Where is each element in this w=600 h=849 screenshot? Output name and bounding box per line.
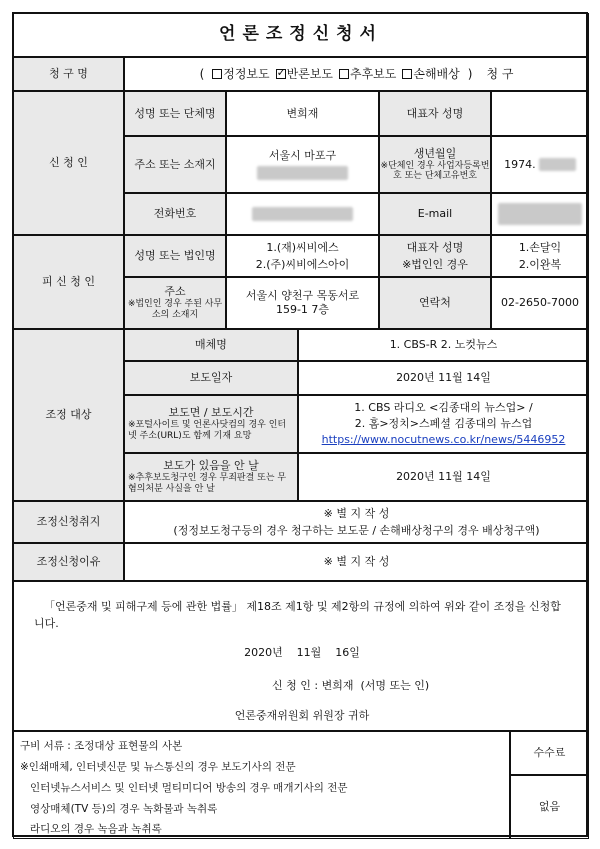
target-known-label: 보도가 있음을 안 날 <box>163 459 259 473</box>
target-page-value-1: 1. CBS 라디오 <김종대의 뉴스업> / <box>354 401 533 415</box>
mediation-form <box>12 12 588 837</box>
applicant-address-value: 서울시 마포구 <box>268 149 337 163</box>
target-section-label: 조정 대상 <box>13 329 124 501</box>
target-date-label: 보도일자 <box>124 361 298 395</box>
respondent-contact-value: 02-2650-7000 <box>491 277 589 329</box>
applicant-email-label: E-mail <box>379 193 491 235</box>
checkbox-checked-icon[interactable] <box>276 69 286 79</box>
claim-option-rebuttal[interactable]: ✓ 반론보도 <box>276 67 333 82</box>
respondent-address-value: 서울시 양천구 목동서로 159-1 7층 <box>226 277 379 329</box>
claim-close-paren: ) <box>467 66 473 81</box>
target-known-label-cell <box>124 453 298 501</box>
checkbox-icon[interactable] <box>402 69 412 79</box>
fee-value: 없음 <box>510 775 589 839</box>
declaration-block <box>13 581 589 731</box>
respondent-address-label-cell <box>124 277 226 329</box>
target-page-url-link[interactable]: https://www.nocutnews.co.kr/news/5446952 <box>321 432 566 446</box>
respondent-rep-value-2: 2.이완복 <box>518 257 562 271</box>
target-page-label-cell <box>124 395 298 453</box>
applicant-name-value: 변희재 <box>226 91 379 136</box>
declaration-signer: 신 청 인 : 변희재 (서명 또는 인) <box>272 679 430 692</box>
required-documents-line-5: 라디오의 경우 녹음과 녹취록 <box>30 823 162 835</box>
target-page-cell <box>298 395 589 453</box>
applicant-address-redacted <box>257 166 349 180</box>
respondent-rep-cell <box>491 235 589 277</box>
respondent-address-note: ※법인인 경우 주된 사무소의 소재지 <box>127 299 223 320</box>
applicant-birth-cell <box>491 136 589 193</box>
applicant-rep-label: 대표자 성명 <box>379 91 491 136</box>
target-media-label: 매체명 <box>124 329 298 361</box>
claim-options <box>124 57 589 91</box>
respondent-rep-label: 대표자 성명 <box>406 240 464 254</box>
applicant-address-label: 주소 또는 소재지 <box>124 136 226 193</box>
purpose-value: ※ 별 지 작 성 <box>323 506 390 520</box>
required-documents-line-1: 구비 서류 : 조정대상 표현물의 사본 <box>20 740 183 752</box>
target-known-value: 2020년 11월 14일 <box>298 453 589 501</box>
target-known-note: ※추후보도청구인 경우 무죄판결 또는 무혐의처분 사실을 안 날 <box>128 473 287 494</box>
respondent-rep-value-1: 1.손달익 <box>518 240 562 254</box>
target-page-note: ※포털사이트 및 언론사닷컴의 경우 인터넷 주소(URL)도 함께 기재 요망 <box>128 420 287 441</box>
respondent-name-label: 성명 또는 법인명 <box>124 235 226 277</box>
respondent-contact-label: 연락처 <box>379 277 491 329</box>
respondent-name-cell <box>226 235 379 277</box>
fee-label: 수수료 <box>510 731 589 775</box>
applicant-address-cell <box>226 136 379 193</box>
applicant-birth-label: 생년월일 <box>413 146 457 160</box>
claim-option-correction[interactable]: 정정보도 <box>212 67 269 82</box>
required-documents-line-3: 인터넷뉴스서비스 및 인터넷 멀티미디어 방송의 경우 매개기사의 전문 <box>30 782 348 794</box>
target-page-label: 보도면 / 보도시간 <box>168 406 254 420</box>
applicant-birth-note: ※단체인 경우 사업자등록번호 또는 단체고유번호 <box>380 160 490 182</box>
reason-label: 조정신청이유 <box>13 543 124 581</box>
claim-suffix: 청 구 <box>486 66 514 81</box>
checkbox-icon[interactable] <box>212 69 222 79</box>
checkbox-icon[interactable] <box>339 69 349 79</box>
applicant-phone-cell <box>226 193 379 235</box>
respondent-name-value-1: 1.(재)씨비에스 <box>266 240 339 254</box>
required-documents <box>13 731 510 839</box>
purpose-label: 조정신청취지 <box>13 501 124 543</box>
respondent-address-label: 주소 <box>164 285 186 299</box>
target-date-value: 2020년 11월 14일 <box>298 361 589 395</box>
declaration-recipient: 언론중재위원회 위원장 귀하 <box>234 709 370 722</box>
reason-value: ※ 별 지 작 성 <box>124 543 589 581</box>
applicant-email-redacted <box>498 203 582 225</box>
form-title: 언론조정신청서 <box>13 13 589 57</box>
respondent-rep-label-cell <box>379 235 491 277</box>
target-page-value-2: 2. 홈>정치>스페셜 김종대의 뉴스업 <box>354 417 533 431</box>
claim-label: 청 구 명 <box>13 57 124 91</box>
applicant-email-cell <box>491 193 589 235</box>
declaration-text: 「언론중재 및 피해구제 등에 관한 법률」 제18조 제1항 및 제2항의 규정에 의하여 위와 같이 조정을 신청합니다. <box>34 600 561 631</box>
applicant-rep-value <box>491 91 589 136</box>
applicant-birth-redacted <box>539 158 576 172</box>
purpose-cell <box>124 501 589 543</box>
required-documents-line-2: ※인쇄매체, 인터넷신문 및 뉴스통신의 경우 보도기사의 전문 <box>20 761 296 773</box>
applicant-name-label: 성명 또는 단체명 <box>124 91 226 136</box>
applicant-birth-label-cell <box>379 136 491 193</box>
respondent-section-label: 피 신 청 인 <box>13 235 124 329</box>
applicant-phone-label: 전화번호 <box>124 193 226 235</box>
applicant-phone-redacted <box>252 207 353 221</box>
claim-option-followup[interactable]: 추후보도 <box>339 67 396 82</box>
purpose-note: (정정보도청구등의 경우 청구하는 보도문 / 손해배상청구의 경우 배상청구액) <box>173 523 540 537</box>
declaration-date: 2020년 11월 16일 <box>244 646 360 659</box>
required-documents-line-4: 영상매체(TV 등)의 경우 녹화물과 녹취록 <box>30 803 218 815</box>
claim-open-paren: ( <box>199 66 205 81</box>
respondent-name-value-2: 2.(주)씨비에스아이 <box>255 257 350 271</box>
respondent-rep-note: ※법인인 경우 <box>402 257 468 271</box>
target-media-value: 1. CBS-R 2. 노컷뉴스 <box>298 329 589 361</box>
applicant-birth-value: 1974. <box>504 157 536 171</box>
applicant-section-label: 신 청 인 <box>13 91 124 235</box>
claim-option-damages[interactable]: 손해배상 <box>402 67 459 82</box>
